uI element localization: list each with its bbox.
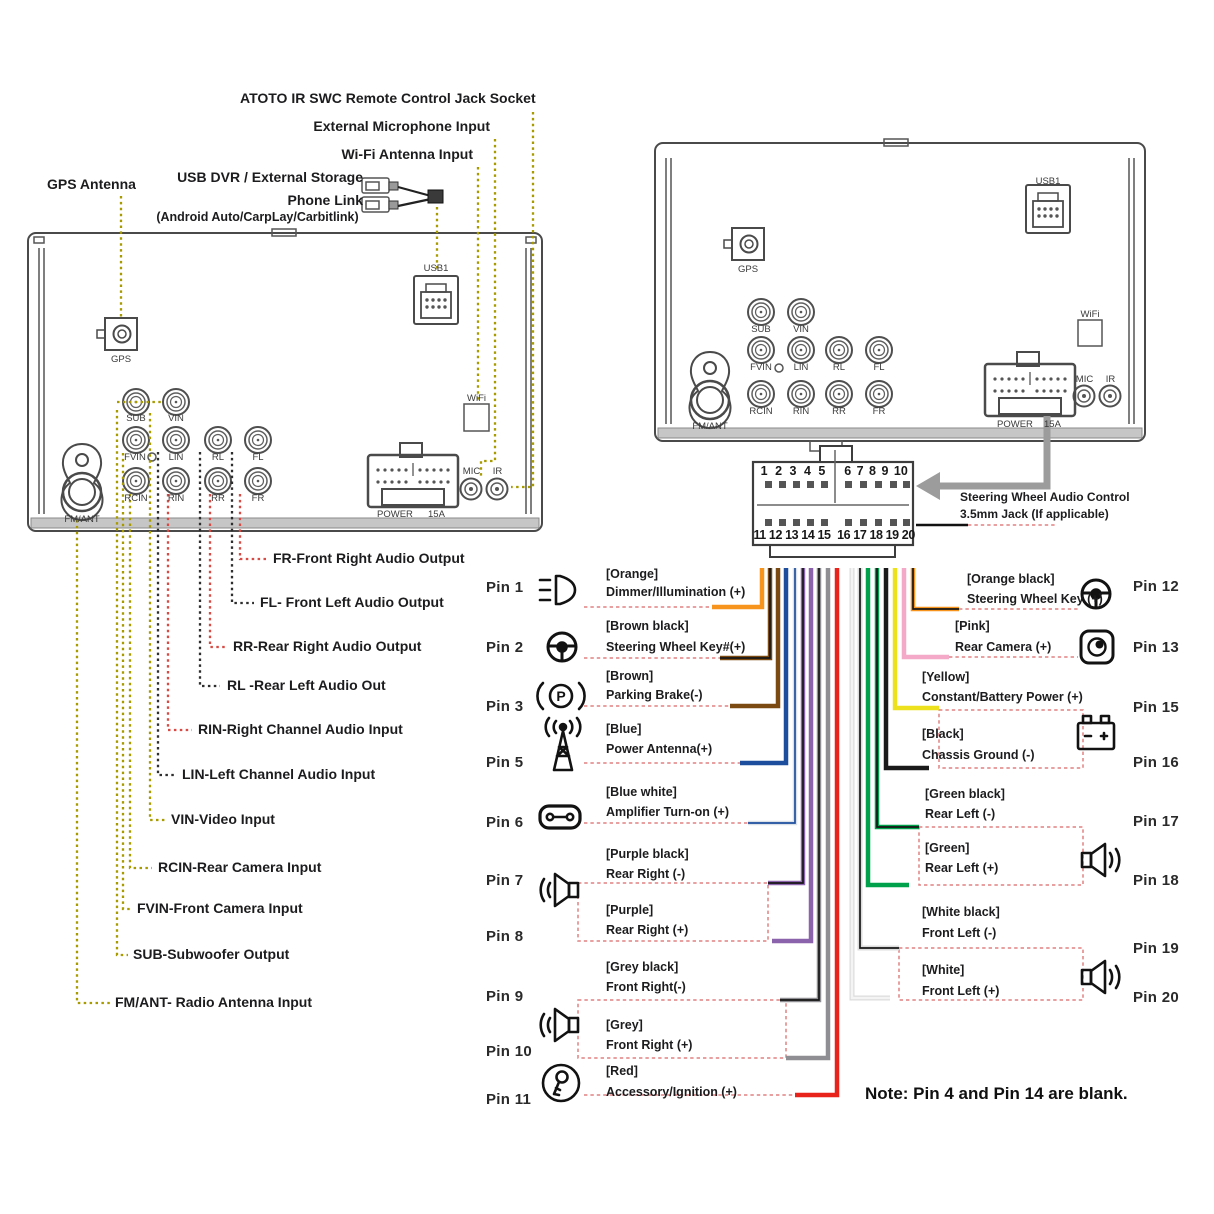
rear-callout-sub: SUB-Subwoofer Output: [133, 946, 290, 962]
mic-label: MIC: [462, 466, 481, 477]
power-connector: [368, 443, 458, 507]
pin-7-label: Pin 7: [486, 872, 524, 889]
jack-label-fvin: FVIN: [124, 452, 146, 463]
pin-10-label: Pin 10: [486, 1043, 532, 1060]
power-antenna-icon: [546, 718, 581, 770]
jack-label-vin: VIN: [793, 324, 809, 335]
fm-ant-label: FM/ANT: [692, 421, 728, 432]
pin-17-label: Pin 17: [1133, 813, 1179, 830]
pin-contacts: [765, 481, 910, 526]
ir-label: IR: [492, 466, 503, 477]
dimmer-illumination-icon: [540, 576, 575, 604]
fm-ant-label: FM/ANT: [64, 514, 100, 525]
callout-ir-swc: ATOTO IR SWC Remote Control Jack Socket: [240, 90, 536, 106]
usb1-label: USB1: [1035, 176, 1061, 187]
usb1-label: USB1: [423, 263, 449, 274]
svg-text:P: P: [556, 688, 566, 704]
pin-1-function: Dimmer/Illumination (+): [606, 585, 746, 599]
jack-label-vin: VIN: [168, 413, 184, 424]
pin-9-label: Pin 9: [486, 988, 524, 1005]
rear-callout-fmant: FM/ANT- Radio Antenna Input: [115, 994, 313, 1010]
pin-16-color: [Black]: [922, 727, 964, 741]
rear-callout-rcin: RCIN-Rear Camera Input: [158, 859, 322, 875]
jack-label-rr: RR: [211, 493, 225, 504]
pin-5-color: [Blue]: [606, 722, 642, 736]
pin-18-label: Pin 18: [1133, 872, 1179, 889]
pin-1-color: [Orange]: [606, 567, 659, 581]
callout-lines-red: [168, 494, 266, 730]
wifi-label: WiFi: [1080, 309, 1100, 320]
callout-phone-link: Phone Link: [287, 192, 363, 208]
wire-grey: [786, 568, 828, 1058]
speaker-icon-front-left: [1082, 961, 1119, 993]
gps-jack: [724, 228, 764, 260]
pin-20-color: [White]: [922, 963, 965, 977]
pin-3-label: Pin 3: [486, 698, 524, 715]
callout-gps-antenna: GPS Antenna: [47, 176, 136, 192]
gps-label: GPS: [110, 354, 132, 365]
ir-jack: [1100, 386, 1121, 407]
callout-usb-dvr: USB DVR / External Storage: [177, 169, 363, 185]
jack-label-sub: SUB: [751, 324, 771, 335]
jack-label-fvin: FVIN: [750, 362, 772, 373]
mic-jack: [1074, 386, 1095, 407]
callout-wifi: Wi-Fi Antenna Input: [341, 146, 473, 162]
swc-label-line1: Steering Wheel Audio Control: [960, 490, 1130, 504]
harness-wires: [712, 568, 959, 1095]
pin-16-label: Pin 16: [1133, 754, 1179, 771]
pin-12-label: Pin 12: [1133, 578, 1179, 595]
callout-phone-link-sub: (Android Auto/CarpLay/Carbitlink): [156, 210, 359, 224]
pin-17-function: Rear Left (-): [925, 807, 996, 821]
steering-wheel-icon: [548, 633, 576, 661]
jack-label-rl: RL: [211, 452, 225, 463]
pin-5-label: Pin 5: [486, 754, 524, 771]
pin-6-color: [Blue white]: [606, 785, 677, 799]
pin-10-color: [Grey]: [606, 1018, 643, 1032]
jack-label-sub: SUB: [126, 413, 146, 424]
gps-jack: [97, 318, 137, 350]
pin-6-function: Amplifier Turn-on (+): [606, 805, 730, 819]
pin-2-color: [Brown black]: [606, 619, 689, 633]
callout-ext-mic: External Microphone Input: [313, 118, 490, 134]
usb1-port: [414, 276, 458, 324]
usb1-port: [1026, 185, 1070, 233]
jack-label-rcin: RCIN: [749, 406, 773, 417]
mic-label: MIC: [1075, 374, 1094, 385]
jack-label-rin: RIN: [167, 493, 185, 504]
rca-jacks-right-unit: [748, 299, 892, 407]
amplifier-icon: [540, 806, 580, 828]
swc-label-line2: 3.5mm Jack (If applicable): [960, 507, 1109, 521]
rear-callout-rr: RR-Rear Right Audio Output: [233, 638, 422, 654]
pin-18-color: [Green]: [925, 841, 970, 855]
power-label: POWER: [997, 419, 1033, 430]
pin-numbers-6-10: 6 7 8 9 10: [844, 464, 908, 478]
mic-jack: [461, 479, 482, 500]
rear-callout-fr: FR-Front Right Audio Output: [273, 550, 465, 566]
pin-3-color: [Brown]: [606, 669, 654, 683]
pin-2-label: Pin 2: [486, 639, 524, 656]
fm-ant-jack: [62, 444, 103, 520]
pin-18-function: Rear Left (+): [925, 861, 999, 875]
pin-15-function: Constant/Battery Power (+): [922, 690, 1083, 704]
pin-8-color: [Purple]: [606, 903, 654, 917]
pin-1-label: Pin 1: [486, 579, 524, 596]
usb-y-cable: [362, 178, 443, 212]
ir-jack: [487, 479, 508, 500]
ir-label: IR: [1105, 374, 1116, 385]
speaker-icon-rear-left: [1082, 844, 1119, 876]
fuse-label: 15A: [428, 509, 445, 520]
wifi-port: [464, 404, 489, 431]
pin-8-label: Pin 8: [486, 928, 524, 945]
wifi-label: WiFi: [467, 393, 486, 404]
wifi-port: [1078, 320, 1102, 346]
pin-19-function: Front Left (-): [922, 926, 997, 940]
wire-yellow: [895, 568, 939, 708]
jack-label-lin: LIN: [168, 452, 184, 463]
pin-9-function: Front Right(-): [606, 980, 686, 994]
power-label: POWER: [377, 509, 413, 520]
pin-20-function: Front Left (+): [922, 984, 1000, 998]
pin-7-color: [Purple black]: [606, 847, 689, 861]
pin-2-function: Steering Wheel Key#(+): [606, 640, 746, 654]
speaker-icon-rear-right: [541, 874, 578, 906]
pin-16-function: Chassis Ground (-): [922, 748, 1035, 762]
jack-label-fr: FR: [872, 406, 886, 417]
jack-label-fr: FR: [251, 493, 265, 504]
pin-6-label: Pin 6: [486, 814, 524, 831]
jack-label-fl: FL: [252, 452, 264, 463]
pin-numbers-1-5: 1 2 3 4 5: [760, 464, 826, 478]
pin-3-function: Parking Brake(-): [606, 688, 703, 702]
gps-label: GPS: [737, 264, 759, 275]
pin-15-color: [Yellow]: [922, 670, 970, 684]
pin-8-function: Rear Right (+): [606, 923, 689, 937]
jack-label-rl: RL: [832, 362, 846, 373]
pin-5-function: Power Antenna(+): [606, 742, 713, 756]
pin-12-function: Steering Wheel Key (+): [967, 592, 1103, 606]
pin-11-color: [Red]: [606, 1064, 638, 1078]
pin-numbers-16-20: 16 17 18 19 20: [837, 528, 915, 542]
rear-callout-rin: RIN-Right Channel Audio Input: [198, 721, 403, 737]
rear-callout-rl: RL -Rear Left Audio Out: [227, 677, 386, 693]
pin-13-label: Pin 13: [1133, 639, 1179, 656]
pin-13-color: [Pink]: [955, 619, 990, 633]
pin-numbers-11-15: 11 12 13 14 15: [753, 528, 831, 542]
jack-label-rr: RR: [832, 406, 846, 417]
parking-brake-icon: [537, 683, 584, 709]
head-unit-right: [655, 139, 1145, 451]
pin-11-function: Accessory/Ignition (+): [606, 1085, 737, 1099]
rear-callout-fl: FL- Front Left Audio Output: [260, 594, 444, 610]
power-connector: [985, 352, 1075, 416]
pin-10-function: Front Right (+): [606, 1038, 693, 1052]
head-unit-left: [28, 229, 542, 531]
speaker-icon-front-right: [541, 1009, 578, 1041]
jack-label-lin: LIN: [793, 362, 809, 373]
blank-pins-note: Note: Pin 4 and Pin 14 are blank.: [865, 1084, 1128, 1103]
fm-ant-jack: [690, 352, 731, 428]
wire-orange-black: [913, 568, 959, 609]
pin-11-label: Pin 11: [486, 1091, 532, 1108]
jack-label-rcin: RCIN: [124, 493, 148, 504]
pin-17-color: [Green black]: [925, 787, 1005, 801]
pin-19-label: Pin 19: [1133, 940, 1179, 957]
jack-label-rin: RIN: [792, 406, 810, 417]
rear-camera-icon: [1081, 631, 1113, 663]
rear-callout-lin: LIN-Left Channel Audio Input: [182, 766, 376, 782]
pin-15-label: Pin 15: [1133, 699, 1179, 716]
pin-13-function: Rear Camera (+): [955, 640, 1052, 654]
pin-12-color: [Orange black]: [967, 572, 1055, 586]
fuse-label: 15A: [1044, 419, 1061, 430]
rear-callout-fvin: FVIN-Front Camera Input: [137, 900, 303, 916]
rca-jacks-left-unit: [123, 389, 271, 494]
pin-19-color: [White black]: [922, 905, 1000, 919]
pin-20-label: Pin 20: [1133, 989, 1179, 1006]
rear-callout-vin: VIN-Video Input: [171, 811, 275, 827]
jack-label-fl: FL: [873, 362, 885, 373]
pin-7-function: Rear Right (-): [606, 867, 686, 881]
pin-9-color: [Grey black]: [606, 960, 679, 974]
ignition-key-icon: [543, 1065, 579, 1101]
